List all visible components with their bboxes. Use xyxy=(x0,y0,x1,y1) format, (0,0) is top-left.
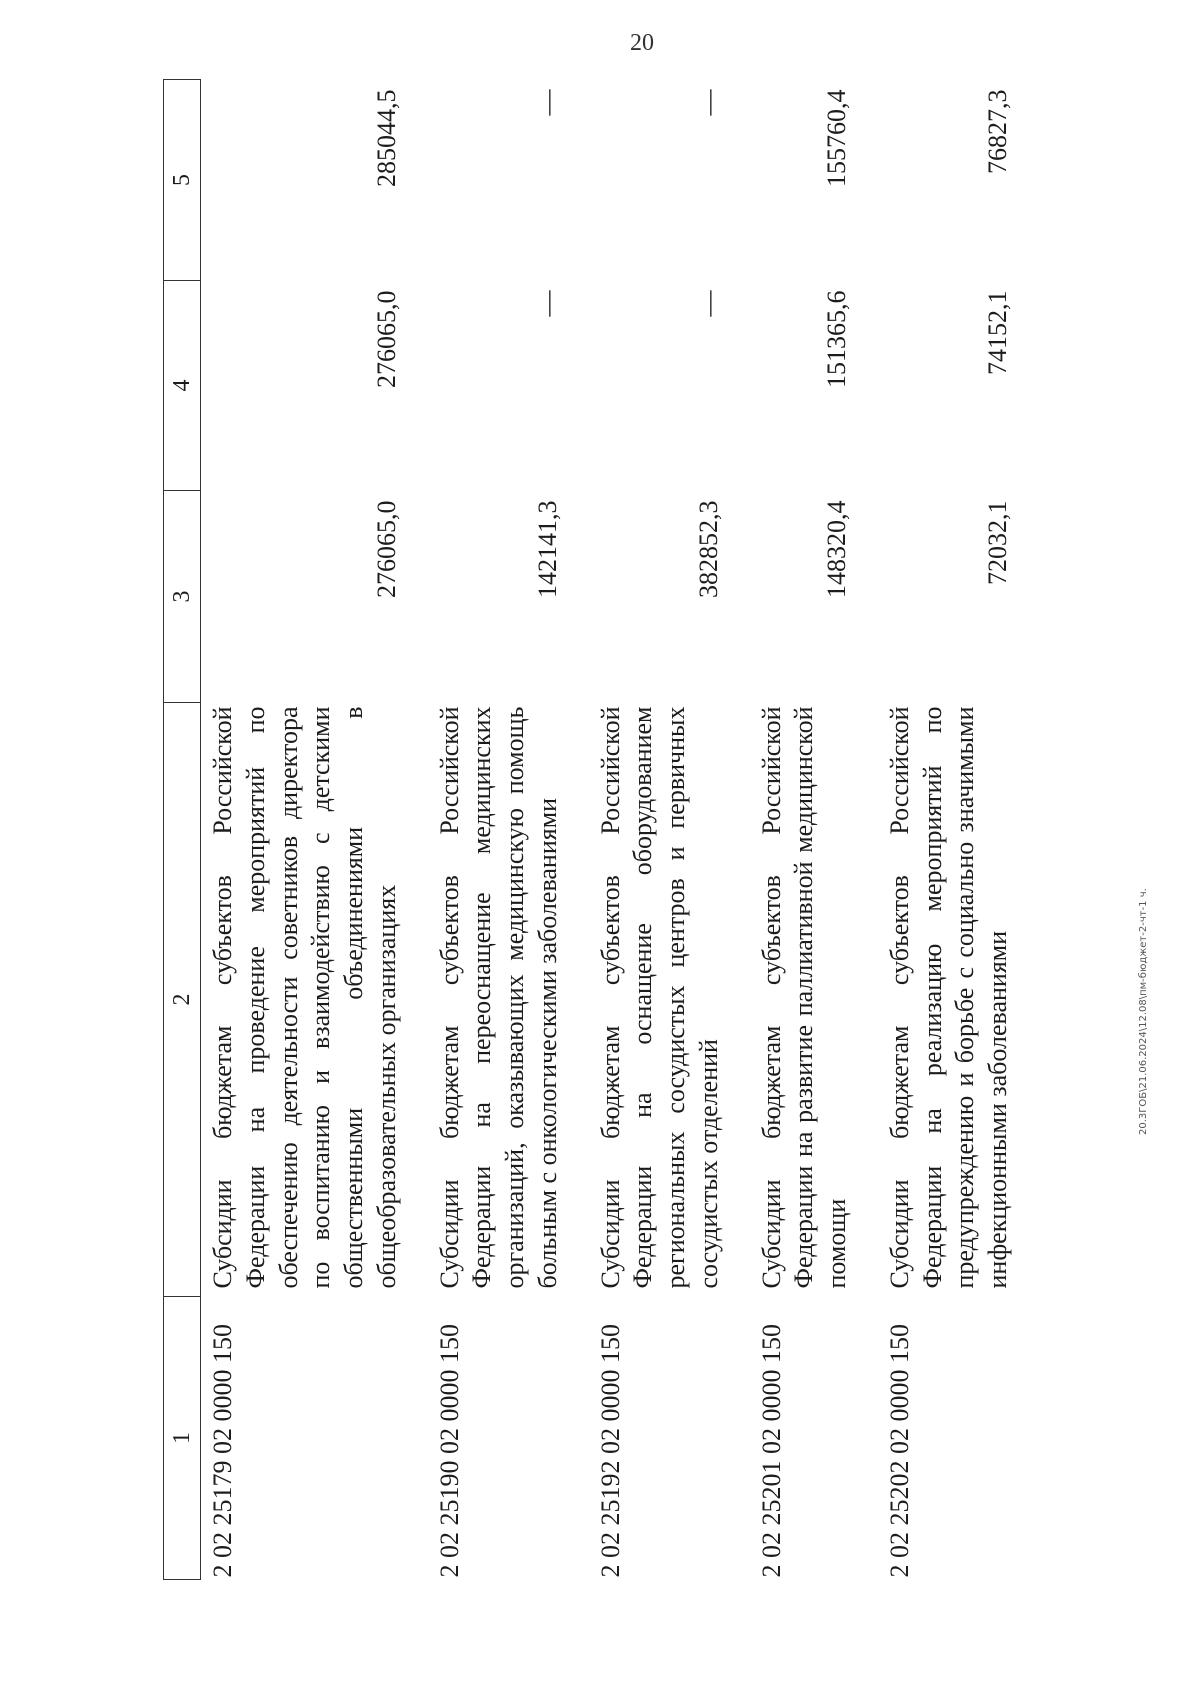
table-row xyxy=(595,80,756,1580)
value-col-3: 148320,4 xyxy=(822,500,851,598)
page-number: 20 xyxy=(630,30,654,56)
budget-code: 2 02 25192 02 0000 150 xyxy=(595,1324,625,1578)
header-col-2: 2 xyxy=(164,703,201,1297)
table-row xyxy=(884,80,1045,1580)
budget-code: 2 02 25201 02 0000 150 xyxy=(756,1324,786,1578)
value-col-3: 382852,3 xyxy=(693,500,723,598)
rotated-sheet xyxy=(163,80,1083,1580)
header-col-5: 5 xyxy=(164,80,201,281)
value-col-3: 142141,3 xyxy=(532,500,562,598)
value-col-3: 276065,0 xyxy=(371,500,401,598)
row-description: Субсидии бюджетам субъектов Российской Федерации на реализацию мероприятий по предупреждению и борьбе с социально значимыми инфекционными заболеваниями xyxy=(884,706,1012,1289)
value-col-3: 72032,1 xyxy=(983,500,1012,585)
document-footer-id: 20.3ГОБ\21.06.2024\12.08\пм-бюджет-2-чт-1 ч. xyxy=(1138,888,1149,1135)
value-col-4: — xyxy=(532,290,562,317)
value-col-5: — xyxy=(532,89,562,116)
header-col-4: 4 xyxy=(164,281,201,491)
budget-table xyxy=(163,79,1045,1580)
row-description: Субсидии бюджетам субъектов Российской Федерации на развитие паллиативной медицинской помощи xyxy=(756,706,851,1289)
value-col-4: — xyxy=(693,290,723,317)
value-col-5: — xyxy=(693,89,723,116)
budget-code: 2 02 25190 02 0000 150 xyxy=(434,1324,464,1578)
row-description: Субсидии бюджетам субъектов Российской Федерации на переоснащение медицинских организаций, оказывающих медицинскую помощь больным с онкологическими заболеваниями xyxy=(434,706,562,1289)
row-description: Субсидии бюджетам субъектов Российской Федерации на оснащение оборудованием региональных сосудистых центров и первичных сосудистых отделений xyxy=(595,706,723,1289)
header-col-3: 3 xyxy=(164,491,201,703)
table-row xyxy=(756,80,884,1580)
table-row xyxy=(434,80,595,1580)
value-col-4: 151365,6 xyxy=(822,290,851,388)
row-description: Субсидии бюджетам субъектов Российской Федерации на проведение мероприятий по обеспечению деятельности советников директора по воспитанию и взаимодействию с детскими общественными объединениями в общеобразовательных организациях xyxy=(208,706,401,1289)
value-col-4: 276065,0 xyxy=(371,290,401,388)
table-row xyxy=(201,80,434,1580)
budget-code: 2 02 25179 02 0000 150 xyxy=(208,1324,237,1578)
budget-code: 2 02 25202 02 0000 150 xyxy=(884,1324,914,1578)
value-col-5: 76827,3 xyxy=(983,89,1012,174)
value-col-5: 155760,4 xyxy=(822,89,851,187)
value-col-5: 285044,5 xyxy=(371,89,401,187)
table-header-row xyxy=(164,80,201,1580)
header-col-1: 1 xyxy=(164,1297,201,1580)
value-col-4: 74152,1 xyxy=(983,290,1012,375)
